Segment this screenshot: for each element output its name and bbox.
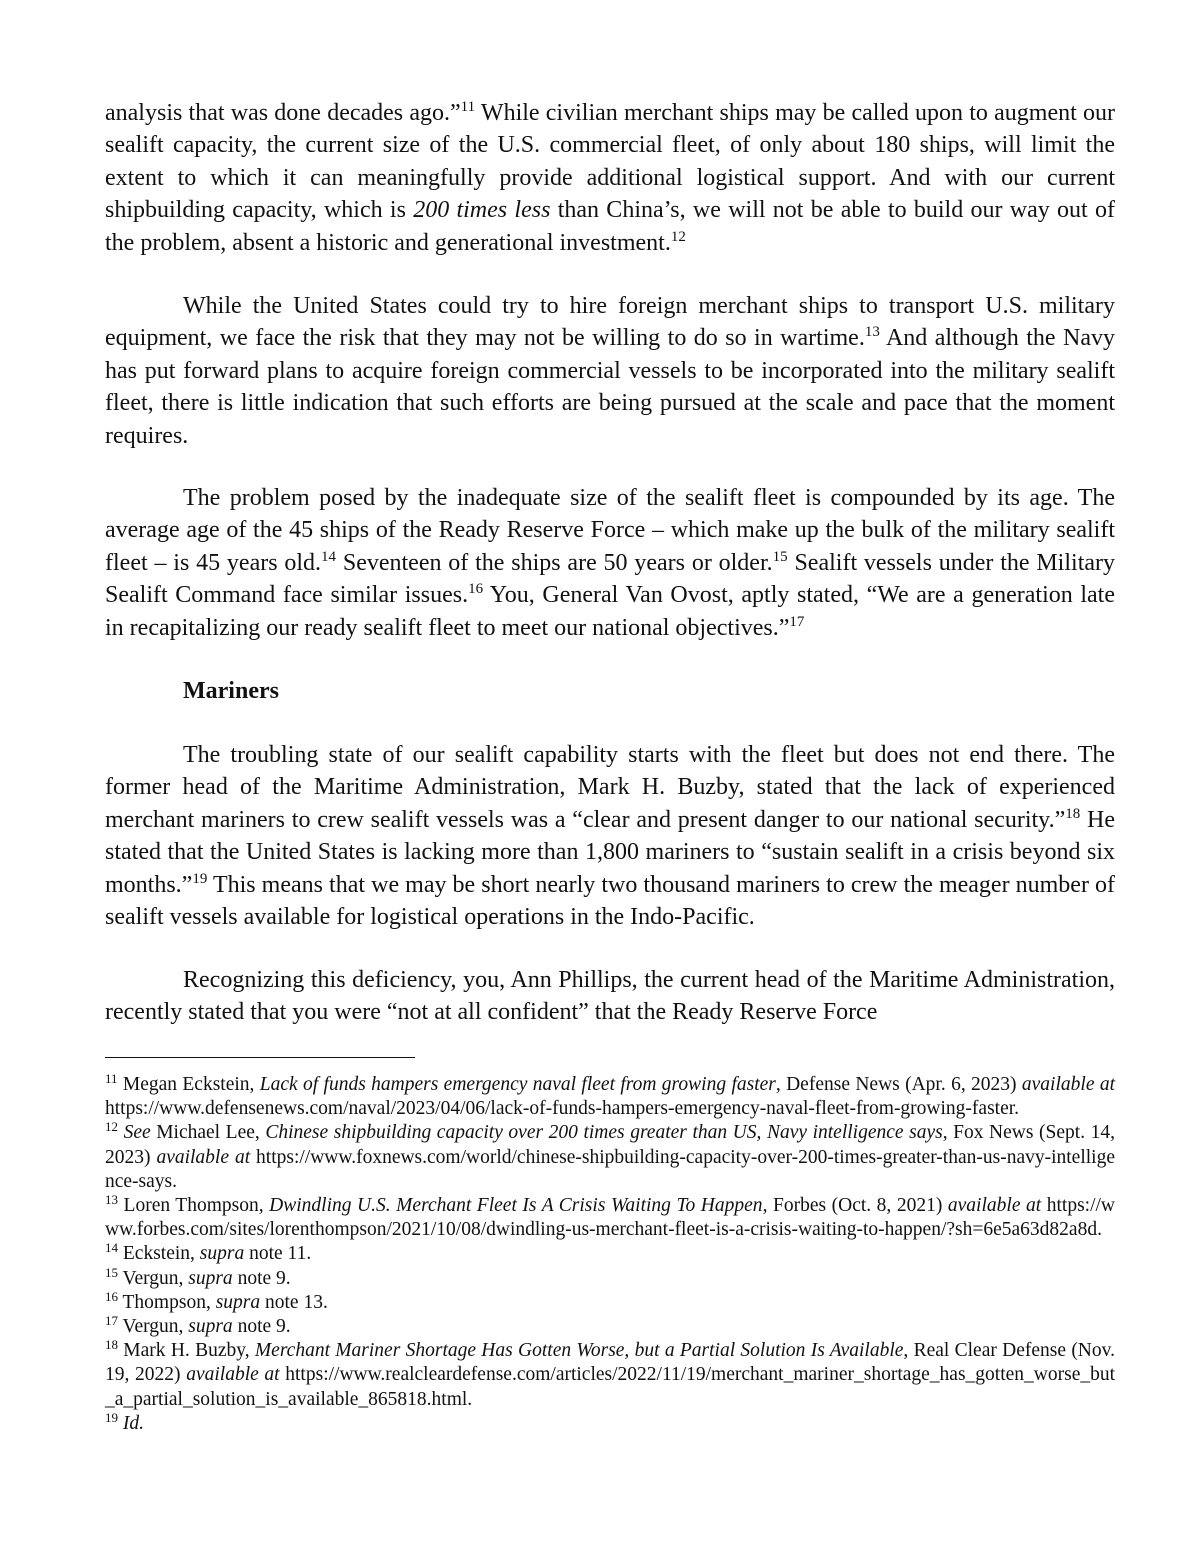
footnote-divider [105, 1057, 415, 1058]
paragraph-3 [105, 482, 1115, 644]
paragraph-2-text-a: While the United States could try to hire foreign merchant ships to transport U.S. military equipment, we face the risk that they may not be willing to do so in wartime. [105, 293, 1115, 352]
section-heading: Mariners [183, 678, 279, 704]
paragraph-2-text-b: And although the Navy has put forward plans to acquire foreign commercial vessels to be incorporated into the military sealift fleet, there is little indication that such efforts are being pursued at the scale and pace that the moment requires. [105, 325, 1115, 449]
footnote-17: $^{17}$ Vergun, supra note 9. [105, 1313, 291, 1338]
paragraph-1-text-a: analysis that was done decades ago.” [105, 100, 461, 126]
paragraph-4-text-a: The troubling state of our sealift capability starts with the fleet but does not end there. The former head of the Maritime Administration, Mark H. Buzby, stated that the lack of experienced merchant mariners to crew sealift vessels was a “clear and present danger to our national security.” [105, 742, 1115, 833]
paragraph-1-emphasis: 200 times less [413, 197, 551, 224]
footnotes [105, 1073, 1115, 1436]
footnote-19: $^{19}$ Id. [105, 1409, 144, 1434]
footnote-12-url[interactable]: https://www.foxnews.com/world/chinese-shipbuilding-capacity-over-200-times-greater-than-us-navy-intelligence-says. [105, 1146, 1115, 1192]
footnote-ref-12: 12 [670, 228, 686, 245]
footnote-12: $^{12}$ See Michael Lee, Chinese shipbuilding capacity over 200 times greater than US, Navy intelligence says, Fox News (Sept. 14, 2023) available at https://www.foxnews.com/world/chinese-shipbuilding-capacity-over-200-times-greater-than-us-navy-intelligence-says. [105, 1119, 1116, 1192]
footnote-ref-16: 16 [468, 581, 484, 598]
footnote-ref-18: 18 [1065, 805, 1081, 822]
footnote-18: $^{18}$ Mark H. Buzby, Merchant Mariner Shortage Has Gotten Worse, but a Partial Solution Is Available, Real Clear Defense (Nov. 19, 2022) available at https://www.realcleardefense.com/articles/2022/11/19/merchant_mariner_shortage_has_gotten_worse_but_a_partial_solution_is_available_865818.html. [105, 1337, 1116, 1410]
paragraph-4-text-b: He stated that the United States is lacking more than 1,800 mariners to “sustain sealift in a crisis beyond six months.” [105, 806, 1116, 898]
paragraph-4-text-c: This means that we may be short nearly two thousand mariners to crew the meager number of sealift vessels available for logistical operations in the Indo-Pacific. [105, 871, 1115, 931]
footnote-ref-17: 17 [789, 613, 805, 630]
paragraph-2 [105, 290, 1115, 452]
footnote-ref-15: 15 [772, 548, 788, 565]
footnote-ref-14: 14 [321, 548, 337, 565]
paragraph-5-text-a: Recognizing this deficiency, you, Ann Phillips, the current head of the Maritime Administration, recently stated that you were “not at all confident” that the Ready Reserve Force [105, 967, 1115, 1026]
footnote-13-url[interactable]: https://www.forbes.com/sites/lorenthompson/2021/10/08/dwindling-us-merchant-fleet-is-a-crisis-waiting-to-happen/?sh=6e5a63d82a8d. [105, 1195, 1115, 1241]
paragraph-3-text-d: You, General Van Ovost, aptly stated, “We are a generation late in recapitalizing our ready sealift fleet to meet our national objectives.” [105, 582, 1115, 641]
footnote-ref-13: 13 [864, 324, 880, 341]
paragraph-3-text-c: Sealift vessels under the Military Sealift Command face similar issues. [105, 549, 1116, 609]
footnote-16: $^{16}$ Thompson, supra note 13. [105, 1288, 328, 1313]
footnote-13: $^{13}$ Loren Thompson, Dwindling U.S. Merchant Fleet Is A Crisis Waiting To Happen, Forbes (Oct. 8, 2021) available at https://www.forbes.com/sites/lorenthompson/2021/10/08/dwindling-us-merchant-fleet-is-a-crisis-waiting-to-happen/?sh=6e5a63d82a8d. [105, 1192, 1115, 1241]
footnote-15: $^{15}$ Vergun, supra note 9. [105, 1264, 291, 1289]
paragraph-3-text-b: Seventeen of the ships are 50 years or older. [336, 549, 773, 576]
paragraph-3-text-a: The problem posed by the inadequate size of the sealift fleet is compounded by its age. The average age of the 45 ships of the Ready Reserve Force – which make up the bulk of the military sealift fleet – is 45 years old. [105, 485, 1115, 576]
footnote-11-url[interactable]: https://www.defensenews.com/naval/2023/04/06/lack-of-funds-hampers-emergency-naval-fleet-from-growing-faster. [105, 1098, 1020, 1120]
footnote-11: $^{11}$ Megan Eckstein, Lack of funds hampers emergency naval fleet from growing faster, Defense News (Apr. 6, 2023) available at https://www.defensenews.com/naval/2023/04/06/lack-of-funds-hampers-emergency-naval-fleet-from-growing-faster. [105, 1071, 1115, 1120]
paragraph-4 [105, 739, 1115, 933]
paragraph-5 [105, 964, 1115, 1029]
paragraph-1 [105, 97, 1115, 259]
footnote-ref-11: 11 [460, 99, 476, 115]
footnote-18-url[interactable]: https://www.realcleardefense.com/articles/2022/11/19/merchant_mariner_shortage_has_gotten_worse_but_a_partial_solution_is_available_865818.html. [105, 1364, 1116, 1410]
paragraph-1-text-b: While civilian merchant ships may be called upon to augment our sealift capacity, the current size of the U.S. commercial fleet, of only about 180 ships, will limit the extent to which it can meaningfully provide additional logistical support. And with our current shipbuilding capacity, which is [105, 100, 1115, 224]
footnote-14: $^{14}$ Eckstein, supra note 11. [105, 1240, 312, 1265]
footnote-ref-19: 19 [192, 870, 208, 887]
paragraph-1-text-c: than China’s, we will not be able to build our way out of the problem, absent a historic and generational investment. [105, 197, 1115, 256]
